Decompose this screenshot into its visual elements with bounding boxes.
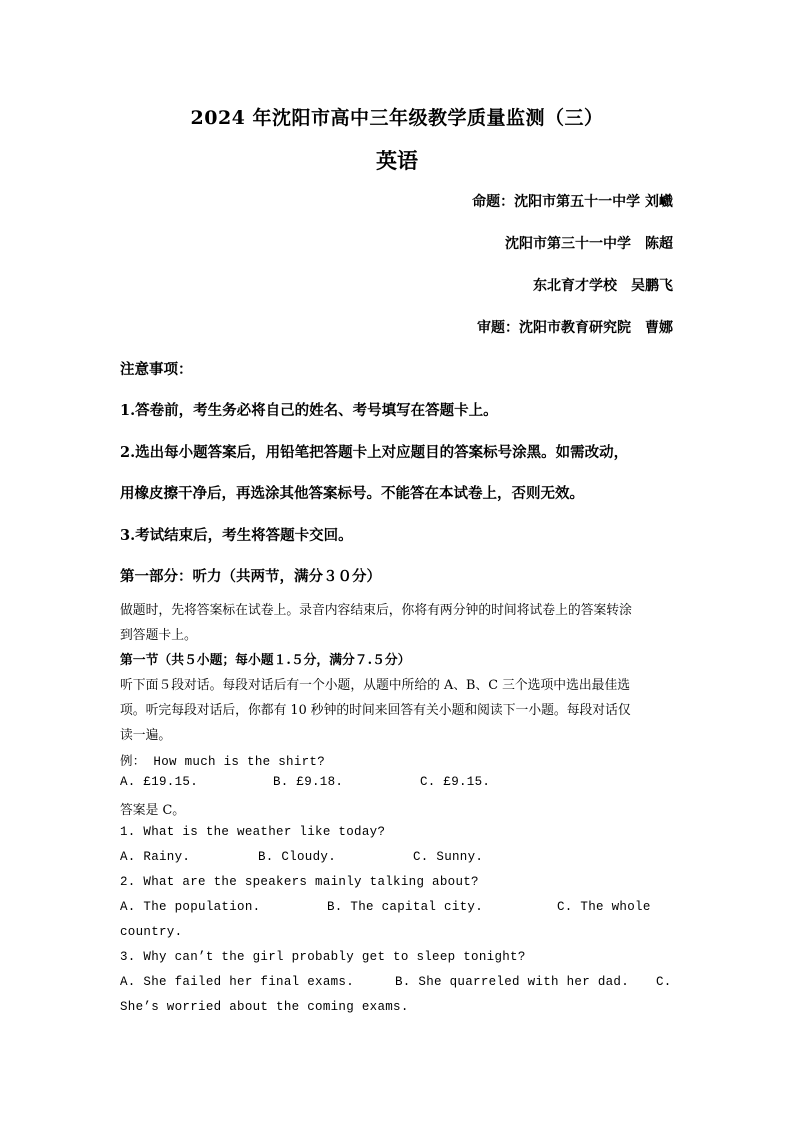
q3-option-c-wrap: She’s worried about the coming exams. [120, 1000, 409, 1014]
author-line-1: 命题：沈阳市第五十一中学 刘巇 [472, 194, 673, 210]
example-question: 例： How much is the shirt? [120, 755, 326, 769]
part1-intro-line: 到答题卡上。 [120, 628, 197, 643]
q3-option-b: B. She quarreled with her dad. [395, 975, 630, 989]
q2-option-c-wrap: country. [120, 925, 183, 939]
author-line-2: 沈阳市第三十一中学 陈超 [505, 236, 673, 252]
section1-instruction-line: 读一遍。 [120, 728, 172, 743]
section1-instruction-line: 项。听完每段对话后，你都有 10 秒钟的时间来回答有关小题和阅读下一小题。每段对话仅 [120, 703, 631, 718]
q3-option-a: A. She failed her final exams. [120, 975, 355, 989]
q2-option-b: B. The capital city. [327, 900, 484, 914]
q2-option-c: C. The whole [557, 900, 651, 914]
example-option-c: C. £9.15. [420, 775, 491, 789]
q1-option-c: C. Sunny. [413, 850, 484, 864]
exam-title: 2024 年沈阳市高中三年级教学质量监测（三） [190, 107, 604, 129]
question-1: 1. What is the weather like today? [120, 825, 386, 839]
question-3: 3. Why can’t the girl probably get to sleep tonight? [120, 950, 526, 964]
q1-option-a: A. Rainy. [120, 850, 191, 864]
q3-option-c: C. [656, 975, 672, 989]
section1-heading: 第一节（共５小题；每小题１.５分，满分７.５分） [120, 653, 411, 668]
example-option-b: B. £9.18. [273, 775, 344, 789]
part1-intro-line: 做题时，先将答案标在试卷上。录音内容结束后，你将有两分钟的时间将试卷上的答案转涂 [120, 603, 632, 618]
notice-item: 2.选出每小题答案后，用铅笔把答题卡上对应题目的答案标号涂黑。如需改动， [120, 444, 629, 461]
part1-heading: 第一部分：听力（共两节，满分３０分） [120, 568, 381, 585]
q1-option-b: B. Cloudy. [258, 850, 337, 864]
example-option-a: A. £19.15. [120, 775, 199, 789]
author-line-3: 东北育才学校 吴鹏飞 [533, 278, 673, 294]
q2-option-a: A. The population. [120, 900, 261, 914]
subject-title: 英语 [376, 148, 418, 173]
notice-heading: 注意事项： [120, 361, 193, 378]
example-answer: 答案是 C。 [120, 803, 186, 818]
notice-item: 用橡皮擦干净后，再选涂其他答案标号。不能答在本试卷上，否则无效。 [120, 485, 584, 502]
section1-instruction-line: 听下面５段对话。每段对话后有一个小题，从题中所给的 A、B、C 三个选项中选出最佳选 [120, 678, 631, 693]
reviewer-line: 审题：沈阳市教育研究院 曹娜 [477, 320, 673, 336]
notice-item: 3.考试结束后，考生将答题卡交回。 [120, 527, 353, 544]
notice-item: 1.答卷前，考生务必将自己的姓名、考号填写在答题卡上。 [120, 402, 498, 419]
question-2: 2. What are the speakers mainly talking about? [120, 875, 479, 889]
